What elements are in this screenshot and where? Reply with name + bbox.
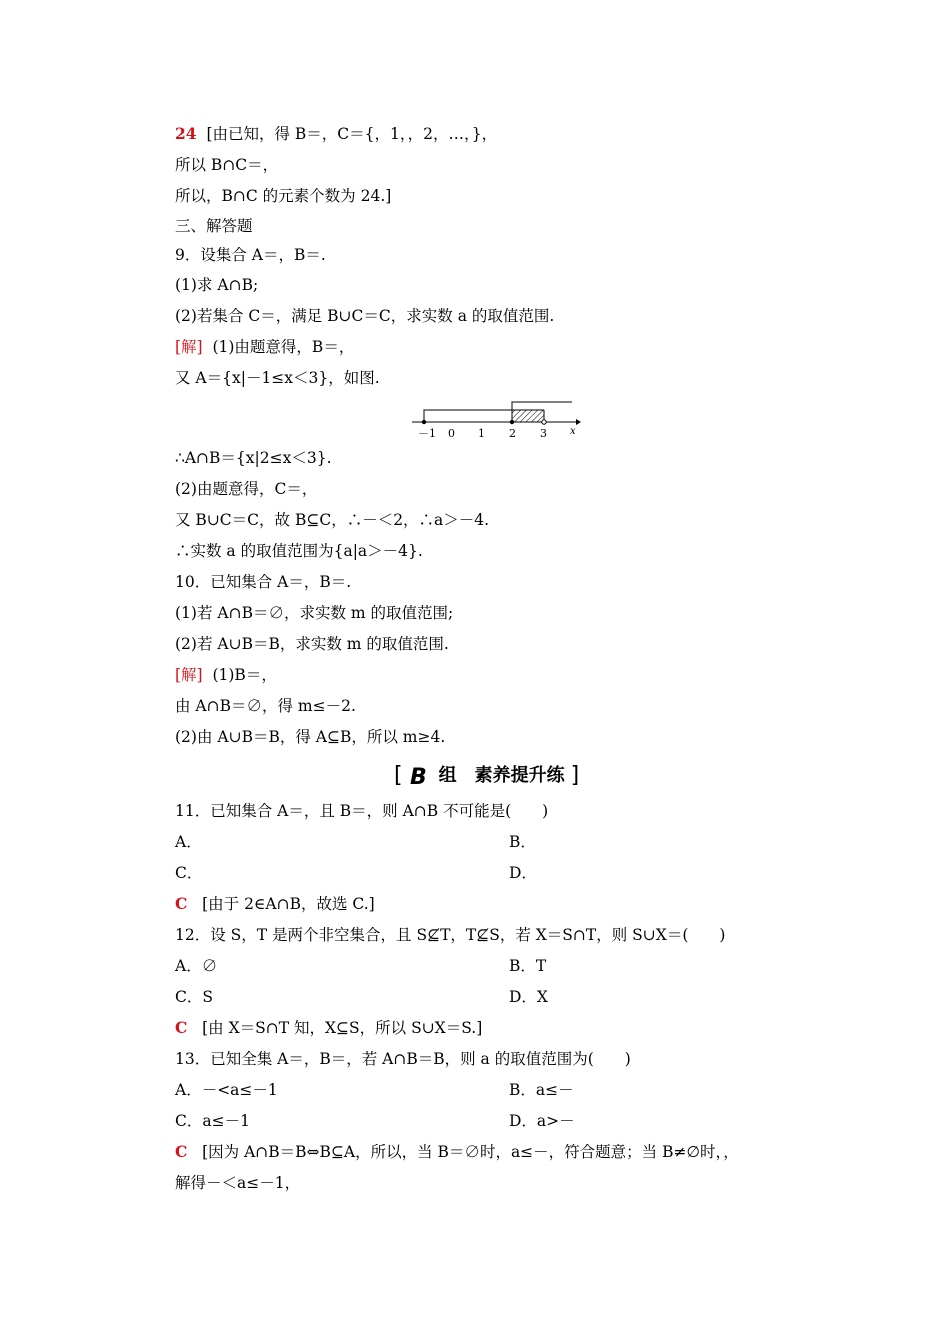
banner-close-bracket: ] — [570, 763, 580, 788]
option-b: B． — [509, 833, 536, 851]
intersection-hatch — [512, 410, 544, 422]
section-banner — [394, 762, 594, 790]
tick-label: 3 — [540, 427, 547, 440]
option-d: D． — [509, 864, 537, 882]
question-10-part-2: (2)若 A∪B＝B，求实数 m 的取值范围. — [175, 635, 449, 653]
option-a: A．∅ — [175, 957, 218, 975]
text-line: ∴实数 a 的取值范围为{a|a＞－4}. — [175, 542, 423, 560]
option-c: C．a≤－1 — [175, 1112, 250, 1130]
point-3-open — [542, 420, 546, 424]
text-line: (2)由题意得，C＝， — [175, 480, 318, 498]
option-a: A．－<a≤－1 — [175, 1081, 278, 1099]
question-10-part-1: (1)若 A∩B＝∅，求实数 m 的取值范围; — [175, 604, 454, 622]
tick-label: 0 — [448, 427, 455, 440]
question-9-part-1: (1)求 A∩B; — [175, 276, 259, 294]
text-line: ∴A∩B＝{x|2≤x＜3}. — [175, 449, 332, 467]
answer-8-line — [175, 124, 497, 144]
number-line-figure — [408, 398, 588, 442]
solution-tag: [解] — [175, 666, 203, 684]
text-line: 所以 B∩C＝， — [175, 156, 279, 174]
question-9-part-2: (2)若集合 C＝，满足 B∪C＝C，求实数 a 的取值范围. — [175, 307, 555, 325]
question-11: 11．已知集合 A＝，且 B＝，则 A∩B 不可能是( ) — [175, 802, 549, 820]
option-a: A． — [175, 833, 202, 851]
answer-text: [因为 A∩B＝B⇔B⊆A，所以，当 B＝∅时，a≤－，符合题意；当 B≠∅时，， — [202, 1143, 739, 1161]
answer-letter: C — [175, 1018, 188, 1037]
question-13: 13．已知全集 A＝，B＝，若 A∩B＝B，则 a 的取值范围为( ) — [175, 1050, 631, 1068]
option-c: C． — [175, 864, 203, 882]
group-letter: B — [409, 765, 427, 788]
question-9: 9．设集合 A＝，B＝. — [175, 246, 326, 264]
text-line: 由 A∩B＝∅，得 m≤－2. — [175, 697, 356, 715]
axis-arrow — [576, 419, 581, 425]
section-heading: 三、解答题 — [175, 217, 253, 235]
solution-tag: [解] — [175, 338, 203, 356]
axis-label: x — [570, 426, 576, 437]
solution-text: (1)B＝， — [212, 666, 277, 684]
answer-text: [由 X＝S∩T 知，X⊆S，所以 S∪X＝S.] — [202, 1019, 483, 1037]
option-b: B．a≤－ — [509, 1081, 574, 1099]
text-line: 又 B∪C＝C，故 B⊆C，∴－＜2，∴a＞－4. — [175, 511, 490, 529]
point-2 — [510, 420, 514, 424]
option-c: C．S — [175, 988, 213, 1006]
solution-line — [175, 665, 277, 685]
answer-number: 24 — [175, 124, 197, 143]
option-d: D．a>－ — [509, 1112, 575, 1130]
set-a-bracket — [424, 410, 512, 422]
answer-letter: C — [175, 1142, 188, 1161]
solution-text: (1)由题意得，B＝， — [212, 338, 355, 356]
solution-line — [175, 337, 354, 357]
banner-open-bracket: [ — [394, 763, 403, 788]
answer-letter: C — [175, 894, 188, 913]
answer-13-line — [175, 1142, 739, 1162]
tick-label: 2 — [509, 427, 516, 440]
text-line: 解得－＜a≤－1， — [175, 1174, 301, 1192]
banner-title: 组 素养提升练 — [438, 765, 565, 786]
tick-label: 1 — [478, 427, 485, 440]
answer-12-line — [175, 1018, 482, 1038]
text-line: (2)由 A∪B＝B，得 A⊆B，所以 m≥4. — [175, 728, 446, 746]
question-10: 10．已知集合 A＝，B＝. — [175, 573, 352, 591]
option-b: B．T — [509, 957, 547, 975]
answer-11-line — [175, 894, 375, 914]
text-line: 所以，B∩C 的元素个数为 24.] — [175, 187, 392, 205]
point-neg1 — [422, 420, 426, 424]
tick-label: －1 — [418, 427, 436, 440]
text-line: 又 A＝{x|－1≤x＜3}，如图. — [175, 369, 380, 387]
group-b-badge — [407, 764, 433, 788]
answer-text: [由于 2∈A∩B，故选 C.] — [202, 895, 375, 913]
answer-text: [由已知，得 B＝，C＝{，1，，2，…，}， — [206, 125, 498, 143]
question-12: 12．设 S，T 是两个非空集合，且 S⊈T，T⊈S，若 X＝S∩T，则 S∪X＝( ) — [175, 926, 726, 944]
option-d: D．X — [509, 988, 548, 1006]
